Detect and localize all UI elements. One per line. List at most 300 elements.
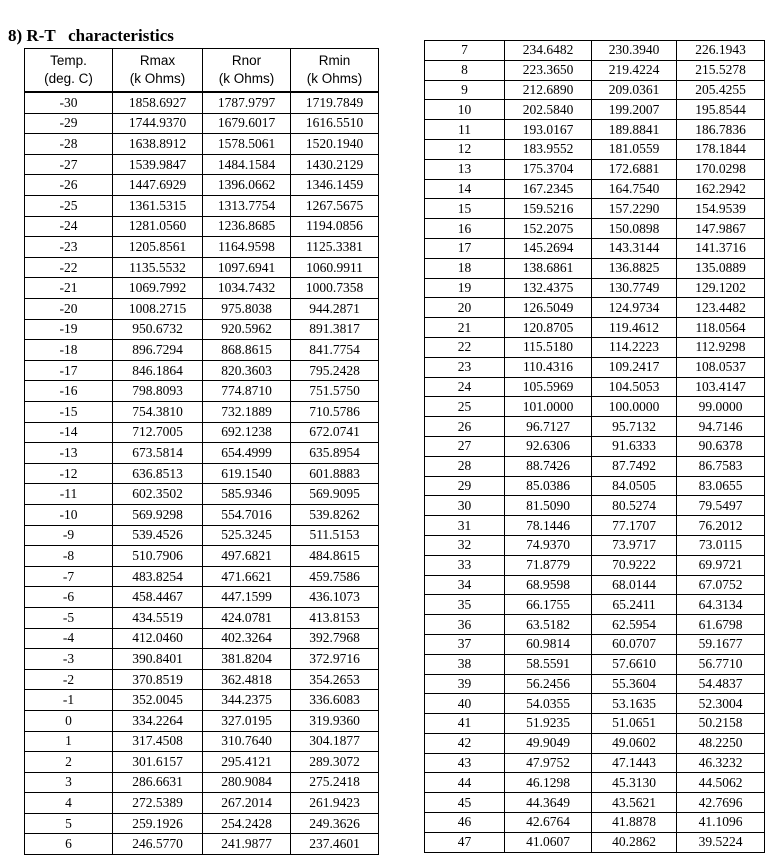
table-cell: 92.6306 <box>505 436 592 456</box>
table-cell: 46.1298 <box>505 773 592 793</box>
table-cell: 402.3264 <box>203 628 291 649</box>
table-cell: 74.9370 <box>505 535 592 555</box>
table-cell: 710.5786 <box>291 402 379 423</box>
table-cell: 692.1238 <box>203 422 291 443</box>
table-cell: 497.6821 <box>203 546 291 567</box>
table-row <box>425 159 765 179</box>
table-row <box>425 476 765 496</box>
table-cell: 53.1635 <box>592 694 677 714</box>
table-cell: -19 <box>25 319 113 340</box>
table-cell: 40 <box>425 694 505 714</box>
table-cell: 1194.0856 <box>291 216 379 237</box>
table-cell: 820.3603 <box>203 360 291 381</box>
table-cell: -28 <box>25 134 113 155</box>
table-row <box>425 60 765 80</box>
table-row <box>25 196 379 217</box>
rt-table-right <box>424 40 765 853</box>
table-cell: 234.6482 <box>505 41 592 61</box>
table-cell: 272.5389 <box>113 793 203 814</box>
table-row <box>425 219 765 239</box>
table-row <box>25 113 379 134</box>
table-cell: 103.4147 <box>677 377 765 397</box>
table-cell: 1578.5061 <box>203 134 291 155</box>
table-cell: 2 <box>25 752 113 773</box>
table-cell: 7 <box>425 41 505 61</box>
table-row <box>425 753 765 773</box>
table-row <box>425 258 765 278</box>
table-cell: 289.3072 <box>291 752 379 773</box>
table-row <box>25 484 379 505</box>
table-cell: 45.3130 <box>592 773 677 793</box>
table-cell: 42.6764 <box>505 813 592 833</box>
table-cell: 1484.1584 <box>203 154 291 175</box>
table-cell: 1858.6927 <box>113 92 203 113</box>
table-cell: 267.2014 <box>203 793 291 814</box>
table-cell: 19 <box>425 278 505 298</box>
table-cell: 569.9095 <box>291 484 379 505</box>
table-cell: 1060.9911 <box>291 257 379 278</box>
table-cell: 471.6621 <box>203 566 291 587</box>
table-row <box>425 337 765 357</box>
table-row <box>425 674 765 694</box>
column-header-unit: (k Ohms) <box>218 70 275 86</box>
table-row <box>25 628 379 649</box>
table-cell: 301.6157 <box>113 752 203 773</box>
table-cell: 230.3940 <box>592 41 677 61</box>
table-cell: 259.1926 <box>113 813 203 834</box>
rt-table-left <box>24 48 379 855</box>
table-cell: 44 <box>425 773 505 793</box>
table-cell: 44.3649 <box>505 793 592 813</box>
table-cell: 104.5053 <box>592 377 677 397</box>
table-cell: 17 <box>425 238 505 258</box>
table-cell: 27 <box>425 436 505 456</box>
table-cell: 554.7016 <box>203 504 291 525</box>
table-cell: 539.4526 <box>113 525 203 546</box>
table-cell: 1135.5532 <box>113 257 203 278</box>
column-header-label: Temp. <box>50 53 87 68</box>
table-cell: -10 <box>25 504 113 525</box>
table-cell: 52.3004 <box>677 694 765 714</box>
table-cell: 60.0707 <box>592 634 677 654</box>
table-cell: 50.2158 <box>677 714 765 734</box>
table-row <box>25 607 379 628</box>
table-cell: 40.2862 <box>592 832 677 852</box>
table-cell: -4 <box>25 628 113 649</box>
table-cell: 1164.9598 <box>203 237 291 258</box>
table-cell: 60.9814 <box>505 634 592 654</box>
table-cell: 43.5621 <box>592 793 677 813</box>
table-cell: -26 <box>25 175 113 196</box>
table-cell: 1361.5315 <box>113 196 203 217</box>
table-cell: 42 <box>425 733 505 753</box>
table-cell: 1520.1940 <box>291 134 379 155</box>
table-row <box>425 41 765 61</box>
table-cell: 109.2417 <box>592 357 677 377</box>
table-cell: 36 <box>425 615 505 635</box>
table-cell: 10 <box>425 100 505 120</box>
table-cell: -17 <box>25 360 113 381</box>
table-row <box>425 238 765 258</box>
table-cell: 774.8710 <box>203 381 291 402</box>
table-cell: -22 <box>25 257 113 278</box>
table-cell: 66.1755 <box>505 595 592 615</box>
table-row <box>25 175 379 196</box>
table-cell: 205.4255 <box>677 80 765 100</box>
table-cell: 18 <box>425 258 505 278</box>
table-cell: 164.7540 <box>592 179 677 199</box>
table-row <box>425 496 765 516</box>
table-cell: 43 <box>425 753 505 773</box>
table-cell: 920.5962 <box>203 319 291 340</box>
column-header-temp <box>25 49 113 93</box>
table-cell: 310.7640 <box>203 731 291 752</box>
table-cell: -20 <box>25 299 113 320</box>
section-title: 8) R-T characteristics <box>8 26 174 45</box>
table-cell: 246.5770 <box>113 834 203 855</box>
table-cell: 178.1844 <box>677 139 765 159</box>
table-cell: 99.0000 <box>677 397 765 417</box>
table-row <box>425 595 765 615</box>
table-cell: -3 <box>25 649 113 670</box>
table-row <box>25 422 379 443</box>
table-cell: 114.2223 <box>592 337 677 357</box>
table-row <box>425 654 765 674</box>
table-cell: 34 <box>425 575 505 595</box>
table-cell: 601.8883 <box>291 463 379 484</box>
table-row <box>25 834 379 855</box>
table-cell: 70.9222 <box>592 555 677 575</box>
table-cell: 152.2075 <box>505 219 592 239</box>
table-row <box>425 100 765 120</box>
table-cell: 23 <box>425 357 505 377</box>
table-cell: 1638.8912 <box>113 134 203 155</box>
table-cell: 73.0115 <box>677 535 765 555</box>
table-row <box>25 463 379 484</box>
table-cell: 0 <box>25 710 113 731</box>
table-cell: 219.4224 <box>592 60 677 80</box>
table-cell: 372.9716 <box>291 649 379 670</box>
table-cell: 69.9721 <box>677 555 765 575</box>
table-cell: 100.0000 <box>592 397 677 417</box>
table-cell: 186.7836 <box>677 120 765 140</box>
table-cell: 129.1202 <box>677 278 765 298</box>
table-cell: 157.2290 <box>592 199 677 219</box>
column-header-rmax <box>113 49 203 93</box>
table-cell: -21 <box>25 278 113 299</box>
table-row <box>25 752 379 773</box>
table-row <box>425 436 765 456</box>
table-cell: 344.2375 <box>203 690 291 711</box>
table-cell: 412.0460 <box>113 628 203 649</box>
table-row <box>25 216 379 237</box>
table-cell: -2 <box>25 669 113 690</box>
table-row <box>425 773 765 793</box>
table-cell: 569.9298 <box>113 504 203 525</box>
column-header-label: Rnor <box>231 53 262 68</box>
table-cell: 108.0537 <box>677 357 765 377</box>
table-cell: 105.5969 <box>505 377 592 397</box>
table-row <box>25 443 379 464</box>
table-cell: 3 <box>25 772 113 793</box>
table-cell: 354.2653 <box>291 669 379 690</box>
table-cell: 112.9298 <box>677 337 765 357</box>
table-cell: 130.7749 <box>592 278 677 298</box>
table-row <box>425 575 765 595</box>
table-row <box>425 615 765 635</box>
table-cell: 327.0195 <box>203 710 291 731</box>
table-cell: 434.5519 <box>113 607 203 628</box>
table-cell: 319.9360 <box>291 710 379 731</box>
table-cell: 459.7586 <box>291 566 379 587</box>
table-cell: -15 <box>25 402 113 423</box>
table-cell: -23 <box>25 237 113 258</box>
table-cell: 334.2264 <box>113 710 203 731</box>
table-cell: 37 <box>425 634 505 654</box>
table-cell: 1787.9797 <box>203 92 291 113</box>
table-row <box>25 793 379 814</box>
table-cell: -24 <box>25 216 113 237</box>
column-header-unit: (k Ohms) <box>306 70 363 86</box>
table-cell: 170.0298 <box>677 159 765 179</box>
table-cell: 458.4467 <box>113 587 203 608</box>
table-cell: 585.9346 <box>203 484 291 505</box>
table-row <box>425 555 765 575</box>
table-cell: 172.6881 <box>592 159 677 179</box>
table-row <box>425 813 765 833</box>
table-cell: 20 <box>425 298 505 318</box>
table-cell: 13 <box>425 159 505 179</box>
table-cell: 841.7754 <box>291 340 379 361</box>
table-cell: 209.0361 <box>592 80 677 100</box>
table-cell: 202.5840 <box>505 100 592 120</box>
table-cell: 390.8401 <box>113 649 203 670</box>
table-cell: 673.5814 <box>113 443 203 464</box>
table-cell: 1679.6017 <box>203 113 291 134</box>
table-row <box>25 731 379 752</box>
table-row <box>25 402 379 423</box>
table-cell: 30 <box>425 496 505 516</box>
table-cell: 602.3502 <box>113 484 203 505</box>
table-row <box>25 525 379 546</box>
table-cell: 1097.6941 <box>203 257 291 278</box>
table-cell: 150.0898 <box>592 219 677 239</box>
table-cell: 1008.2715 <box>113 299 203 320</box>
table-row <box>425 80 765 100</box>
table-cell: 975.8038 <box>203 299 291 320</box>
table-cell: 46 <box>425 813 505 833</box>
table-cell: 14 <box>425 179 505 199</box>
table-row <box>25 504 379 525</box>
table-cell: 362.4818 <box>203 669 291 690</box>
table-cell: 136.8825 <box>592 258 677 278</box>
table-cell: -11 <box>25 484 113 505</box>
table-cell: 49.0602 <box>592 733 677 753</box>
table-cell: 352.0045 <box>113 690 203 711</box>
table-cell: 84.0505 <box>592 476 677 496</box>
table-cell: 1539.9847 <box>113 154 203 175</box>
table-row <box>425 278 765 298</box>
table-cell: 159.5216 <box>505 199 592 219</box>
table-cell: 193.0167 <box>505 120 592 140</box>
table-cell: 143.3144 <box>592 238 677 258</box>
table-row <box>25 299 379 320</box>
table-cell: 47.9752 <box>505 753 592 773</box>
table-cell: 32 <box>425 535 505 555</box>
table-cell: 77.1707 <box>592 516 677 536</box>
column-header-label: Rmin <box>318 53 351 68</box>
table-cell: 304.1877 <box>291 731 379 752</box>
table-cell: 654.4999 <box>203 443 291 464</box>
table-cell: 1313.7754 <box>203 196 291 217</box>
table-cell: -16 <box>25 381 113 402</box>
table-cell: 25 <box>425 397 505 417</box>
table-row <box>425 634 765 654</box>
table-row <box>25 237 379 258</box>
table-cell: 16 <box>425 219 505 239</box>
table-cell: 447.1599 <box>203 587 291 608</box>
table-cell: 41 <box>425 714 505 734</box>
table-cell: -25 <box>25 196 113 217</box>
table-cell: 51.0651 <box>592 714 677 734</box>
header-row <box>25 49 379 93</box>
table-cell: 55.3604 <box>592 674 677 694</box>
table-cell: 94.7146 <box>677 417 765 437</box>
table-cell: -7 <box>25 566 113 587</box>
table-cell: 1719.7849 <box>291 92 379 113</box>
table-row <box>425 139 765 159</box>
table-cell: 175.3704 <box>505 159 592 179</box>
table-cell: 798.8093 <box>113 381 203 402</box>
table-cell: 64.3134 <box>677 595 765 615</box>
table-cell: 241.9877 <box>203 834 291 855</box>
table-row <box>425 714 765 734</box>
table-cell: 132.4375 <box>505 278 592 298</box>
table-cell: 123.4482 <box>677 298 765 318</box>
column-header-unit: (k Ohms) <box>129 70 186 86</box>
table-row <box>425 397 765 417</box>
table-cell: 33 <box>425 555 505 575</box>
table-cell: 29 <box>425 476 505 496</box>
table-cell: 46.3232 <box>677 753 765 773</box>
table-cell: 119.4612 <box>592 318 677 338</box>
table-cell: 68.9598 <box>505 575 592 595</box>
table-row <box>425 456 765 476</box>
table-cell: -9 <box>25 525 113 546</box>
table-row <box>425 298 765 318</box>
table-cell: 261.9423 <box>291 793 379 814</box>
table-cell: 115.5180 <box>505 337 592 357</box>
table-cell: 286.6631 <box>113 772 203 793</box>
column-header-rnor <box>203 49 291 93</box>
table-row <box>425 733 765 753</box>
table-cell: 1281.0560 <box>113 216 203 237</box>
table-cell: 167.2345 <box>505 179 592 199</box>
table-cell: -18 <box>25 340 113 361</box>
table-cell: 62.5954 <box>592 615 677 635</box>
table-cell: 42.7696 <box>677 793 765 813</box>
table-cell: 4 <box>25 793 113 814</box>
table-cell: 56.2456 <box>505 674 592 694</box>
table-cell: 183.9552 <box>505 139 592 159</box>
table-cell: 712.7005 <box>113 422 203 443</box>
table-cell: 436.1073 <box>291 587 379 608</box>
table-cell: -8 <box>25 546 113 567</box>
table-cell: 1205.8561 <box>113 237 203 258</box>
table-cell: 145.2694 <box>505 238 592 258</box>
table-cell: 1346.1459 <box>291 175 379 196</box>
table-cell: 41.8878 <box>592 813 677 833</box>
table-cell: 525.3245 <box>203 525 291 546</box>
table-cell: 101.0000 <box>505 397 592 417</box>
table-cell: -5 <box>25 607 113 628</box>
table-row <box>25 92 379 113</box>
table-cell: 54.0355 <box>505 694 592 714</box>
table-cell: 9 <box>425 80 505 100</box>
table-row <box>25 710 379 731</box>
table-row <box>25 546 379 567</box>
table-cell: 41.1096 <box>677 813 765 833</box>
table-cell: 26 <box>425 417 505 437</box>
table-cell: 86.7583 <box>677 456 765 476</box>
table-row <box>425 516 765 536</box>
table-cell: 1430.2129 <box>291 154 379 175</box>
table-cell: 237.4601 <box>291 834 379 855</box>
table-cell: 1000.7358 <box>291 278 379 299</box>
table-cell: 751.5750 <box>291 381 379 402</box>
table-cell: 181.0559 <box>592 139 677 159</box>
table-cell: 6 <box>25 834 113 855</box>
table-row <box>425 832 765 852</box>
table-row <box>25 649 379 670</box>
table-row <box>425 377 765 397</box>
table-cell: 59.1677 <box>677 634 765 654</box>
table-row <box>425 357 765 377</box>
table-cell: 370.8519 <box>113 669 203 690</box>
table-cell: 61.6798 <box>677 615 765 635</box>
table-cell: 8 <box>425 60 505 80</box>
table-row <box>425 535 765 555</box>
table-cell: 1125.3381 <box>291 237 379 258</box>
table-cell: 90.6378 <box>677 436 765 456</box>
table-row <box>25 134 379 155</box>
table-cell: 154.9539 <box>677 199 765 219</box>
table-cell: 1 <box>25 731 113 752</box>
table-cell: 950.6732 <box>113 319 203 340</box>
table-cell: 795.2428 <box>291 360 379 381</box>
table-cell: 424.0781 <box>203 607 291 628</box>
table-cell: 189.8841 <box>592 120 677 140</box>
table-row <box>425 318 765 338</box>
table-cell: 483.8254 <box>113 566 203 587</box>
table-row <box>25 587 379 608</box>
table-cell: 141.3716 <box>677 238 765 258</box>
table-cell: 124.9734 <box>592 298 677 318</box>
table-cell: 249.3626 <box>291 813 379 834</box>
table-cell: 28 <box>425 456 505 476</box>
table-cell: 212.6890 <box>505 80 592 100</box>
table-cell: 51.9235 <box>505 714 592 734</box>
table-cell: 944.2871 <box>291 299 379 320</box>
table-cell: -14 <box>25 422 113 443</box>
table-cell: 317.4508 <box>113 731 203 752</box>
table-cell: 71.8779 <box>505 555 592 575</box>
table-cell: 87.7492 <box>592 456 677 476</box>
table-cell: 147.9867 <box>677 219 765 239</box>
table-row <box>25 257 379 278</box>
table-row <box>425 179 765 199</box>
table-cell: 41.0607 <box>505 832 592 852</box>
